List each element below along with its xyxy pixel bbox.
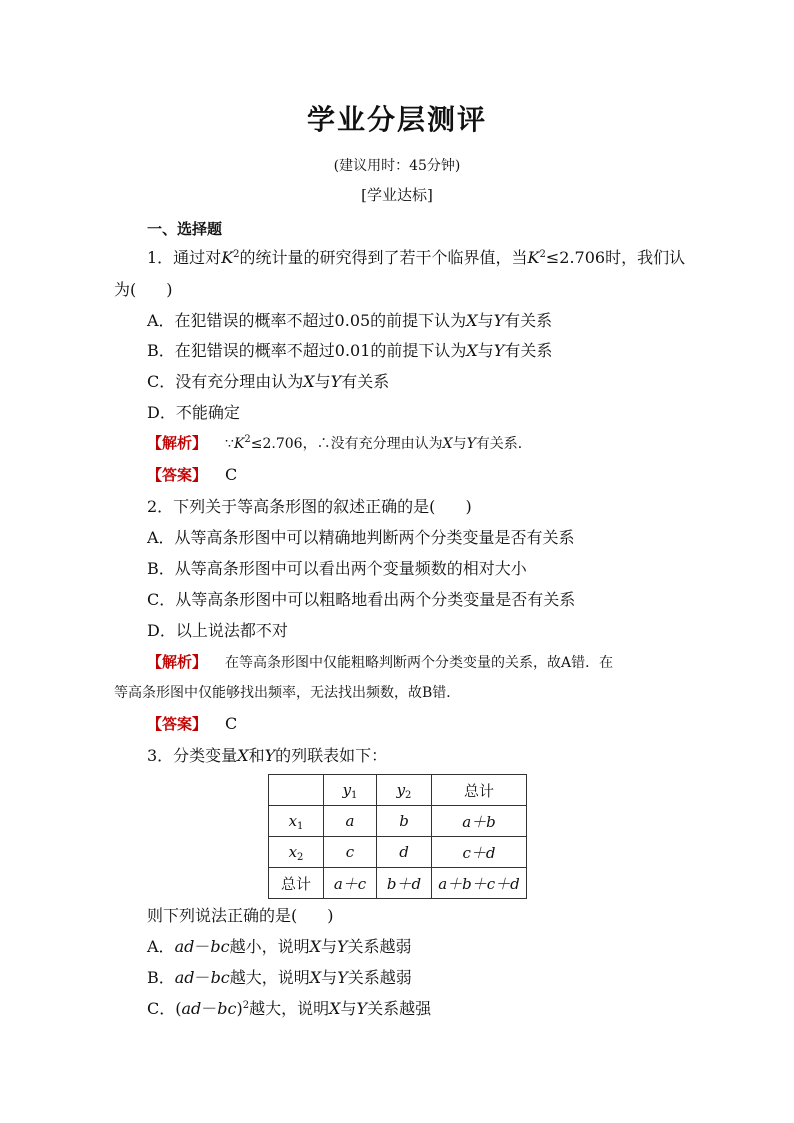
q3-stem: 3．分类变量X和Y的列联表如下： [147, 746, 388, 765]
section-heading: 一、选择题 [147, 220, 223, 238]
q1-analysis: 【解析】 $\because K^2\le 2.706$，∴没有充分理由认为X与Y有关系． [147, 434, 532, 452]
q1-option-d: D．不能确定 [147, 403, 240, 422]
table-cell: $x_1$ [269, 806, 324, 837]
table-cell: a [324, 806, 377, 837]
q2-option-d: D．以上说法都不对 [147, 621, 288, 640]
q1-option-b: B．在犯错误的概率不超过0.01的前提下认为X与Y有关系 [147, 341, 553, 360]
q2-stem: 2．下列关于等高条形图的叙述正确的是( ) [147, 497, 472, 516]
table-cell [269, 775, 324, 806]
q2-answer: 【答案】 C [147, 714, 238, 733]
q1-stem-line2: 为( ) [114, 280, 173, 299]
table-row [269, 806, 527, 837]
q3-option-c: C．$(ad-bc)^2$越大，说明X与Y关系越强 [147, 999, 432, 1018]
table-cell: a＋b＋c＋d [432, 868, 527, 899]
table-cell: $y_2$ [377, 775, 432, 806]
q3-option-a: A．ad－bc越小，说明X与Y关系越弱 [147, 937, 412, 956]
q2-option-c: C．从等高条形图中可以粗略地看出两个分类变量是否有关系 [147, 590, 576, 609]
contingency-table [268, 774, 527, 899]
q1-stem-line1: 1．通过对$K^2$的统计量的研究得到了若干个临界值，当$K^2\le 2.706$时，我们认 [147, 248, 686, 267]
table-cell: 总计 [269, 868, 324, 899]
q2-option-a: A．从等高条形图中可以精确地判断两个分类变量是否有关系 [147, 528, 575, 547]
table-cell: 总计 [432, 775, 527, 806]
q2-option-b: B．从等高条形图中可以看出两个变量频数的相对大小 [147, 559, 527, 578]
subsection-label: [学业达标] [361, 186, 433, 204]
table-cell: $x_2$ [269, 837, 324, 868]
table-cell: b＋d [377, 868, 432, 899]
table-cell: c＋d [432, 837, 527, 868]
table-cell: b [377, 806, 432, 837]
q2-analysis-line1: 【解析】 在等高条形图中仅能粗略判断两个分类变量的关系，故A错．在 [147, 653, 614, 671]
table-row [269, 837, 527, 868]
q1-option-c: C．没有充分理由认为X与Y有关系 [147, 372, 390, 391]
table-cell: d [377, 837, 432, 868]
table-row [269, 775, 527, 806]
q3-option-b: B．ad－bc越大，说明X与Y关系越弱 [147, 968, 412, 987]
page-title: 学业分层测评 [306, 103, 487, 136]
table-cell: c [324, 837, 377, 868]
table-row [269, 868, 527, 899]
q1-answer: 【答案】 C [147, 465, 238, 484]
table-cell: $y_1$ [324, 775, 377, 806]
q3-followup: 则下列说法正确的是( ) [147, 906, 334, 925]
q1-option-a: A．在犯错误的概率不超过0.05的前提下认为X与Y有关系 [147, 311, 553, 330]
table-cell: a＋b [432, 806, 527, 837]
time-hint: (建议用时：45分钟) [333, 158, 461, 174]
table-cell: a＋c [324, 868, 377, 899]
q2-analysis-line2: 等高条形图中仅能够找出频率，无法找出频数，故B错． [114, 685, 461, 701]
